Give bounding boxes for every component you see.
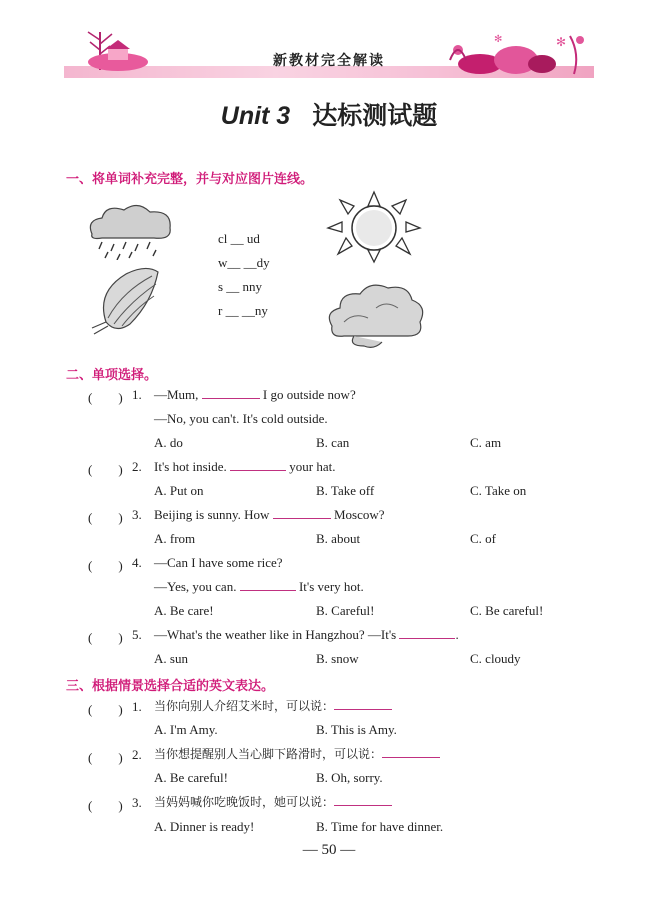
option-a: A. from — [154, 531, 196, 546]
answer-paren[interactable]: ( ) — [88, 750, 123, 765]
option-b: B. Take off — [316, 483, 375, 498]
word-cloud: cl __ ud — [218, 231, 260, 246]
answer-paren[interactable]: ( ) — [88, 390, 123, 405]
question-stem: 当妈妈喊你吃晚饭时，她可以说： — [154, 793, 392, 810]
section3-title: 三、根据情景选择合适的英文表达。 — [66, 679, 275, 694]
answer-paren[interactable]: ( ) — [88, 558, 123, 573]
answer-paren[interactable]: ( ) — [88, 510, 123, 525]
answer-blank[interactable] — [230, 459, 286, 471]
question-number: 3. — [132, 507, 142, 522]
option-a: A. Be care! — [154, 603, 214, 618]
answer-blank[interactable] — [202, 387, 260, 399]
page-title — [0, 96, 658, 132]
word-rainy: r __ __ny — [218, 303, 268, 318]
question-number: 5. — [132, 627, 142, 642]
option-c: C. cloudy — [470, 651, 521, 666]
header-banner — [64, 30, 594, 82]
question-number: 4. — [132, 555, 142, 570]
option-a: A. Dinner is ready! — [154, 819, 255, 834]
option-b: B. about — [316, 531, 361, 546]
option-c: C. am — [470, 435, 502, 450]
option-a: A. I'm Amy. — [154, 722, 218, 737]
question-number: 1. — [132, 387, 142, 402]
wind-icon — [86, 262, 166, 340]
section1-title: 一、将单词补充完整，并与对应图片连线。 — [66, 172, 314, 187]
option-b: B. Oh, sorry. — [316, 770, 383, 785]
question-stem: —Mum, I go outside now? — [154, 387, 356, 402]
question-number: 3. — [132, 795, 142, 810]
question-line: —No, you can't. It's cold outside. — [154, 411, 328, 426]
option-b: B. Time for have dinner. — [316, 819, 444, 834]
answer-blank[interactable] — [334, 794, 392, 806]
answer-blank[interactable] — [399, 627, 455, 639]
word-windy: w__ __dy — [218, 255, 270, 270]
cloud-icon — [324, 278, 428, 350]
answer-blank[interactable] — [240, 579, 296, 591]
page-number: — 50 — — [302, 842, 356, 858]
option-b: B. snow — [316, 651, 359, 666]
option-c: C. of — [470, 531, 496, 546]
answer-paren[interactable]: ( ) — [88, 630, 123, 645]
unit-subtitle: 达标测试题 — [312, 101, 438, 130]
question-stem: It's hot inside. your hat. — [154, 459, 336, 474]
option-b: B. Careful! — [316, 603, 375, 618]
option-b: B. can — [316, 435, 350, 450]
section2-title: 二、单项选择。 — [66, 368, 158, 383]
question-stem: 当你想提醒别人当心脚下路滑时，可以说： — [154, 745, 440, 762]
rain-cloud-icon — [82, 200, 182, 260]
word-sunny: s __ nny — [218, 279, 263, 294]
answer-paren[interactable]: ( ) — [88, 798, 123, 813]
question-number: 2. — [132, 459, 142, 474]
question-stem: —What's the weather like in Hangzhou? —It's . — [154, 627, 459, 642]
book-title: 新教材完全解读 — [273, 53, 385, 69]
option-a: A. Be careful! — [154, 770, 228, 785]
unit-label: Unit 3 — [220, 102, 291, 130]
question-number: 1. — [132, 699, 142, 714]
question-line: —Yes, you can. It's very hot. — [154, 579, 364, 594]
option-a: A. do — [154, 435, 183, 450]
option-c: C. Take on — [470, 483, 527, 498]
question-stem: 当你向别人介绍艾米时，可以说： — [154, 697, 392, 714]
svg-text:✻: ✻ — [494, 34, 503, 45]
question-number: 2. — [132, 747, 142, 762]
option-a: A. Put on — [154, 483, 204, 498]
answer-blank[interactable] — [382, 746, 440, 758]
answer-blank[interactable] — [334, 698, 392, 710]
option-c: C. Be careful! — [470, 603, 544, 618]
option-a: A. sun — [154, 651, 188, 666]
sun-icon — [326, 190, 422, 264]
question-stem: Beijing is sunny. How Moscow? — [154, 507, 385, 522]
answer-blank[interactable] — [273, 507, 331, 519]
option-b: B. This is Amy. — [316, 722, 397, 737]
svg-text:✻: ✻ — [556, 35, 567, 49]
answer-paren[interactable]: ( ) — [88, 462, 123, 477]
answer-paren[interactable]: ( ) — [88, 702, 123, 717]
question-stem: —Can I have some rice? — [154, 555, 283, 570]
